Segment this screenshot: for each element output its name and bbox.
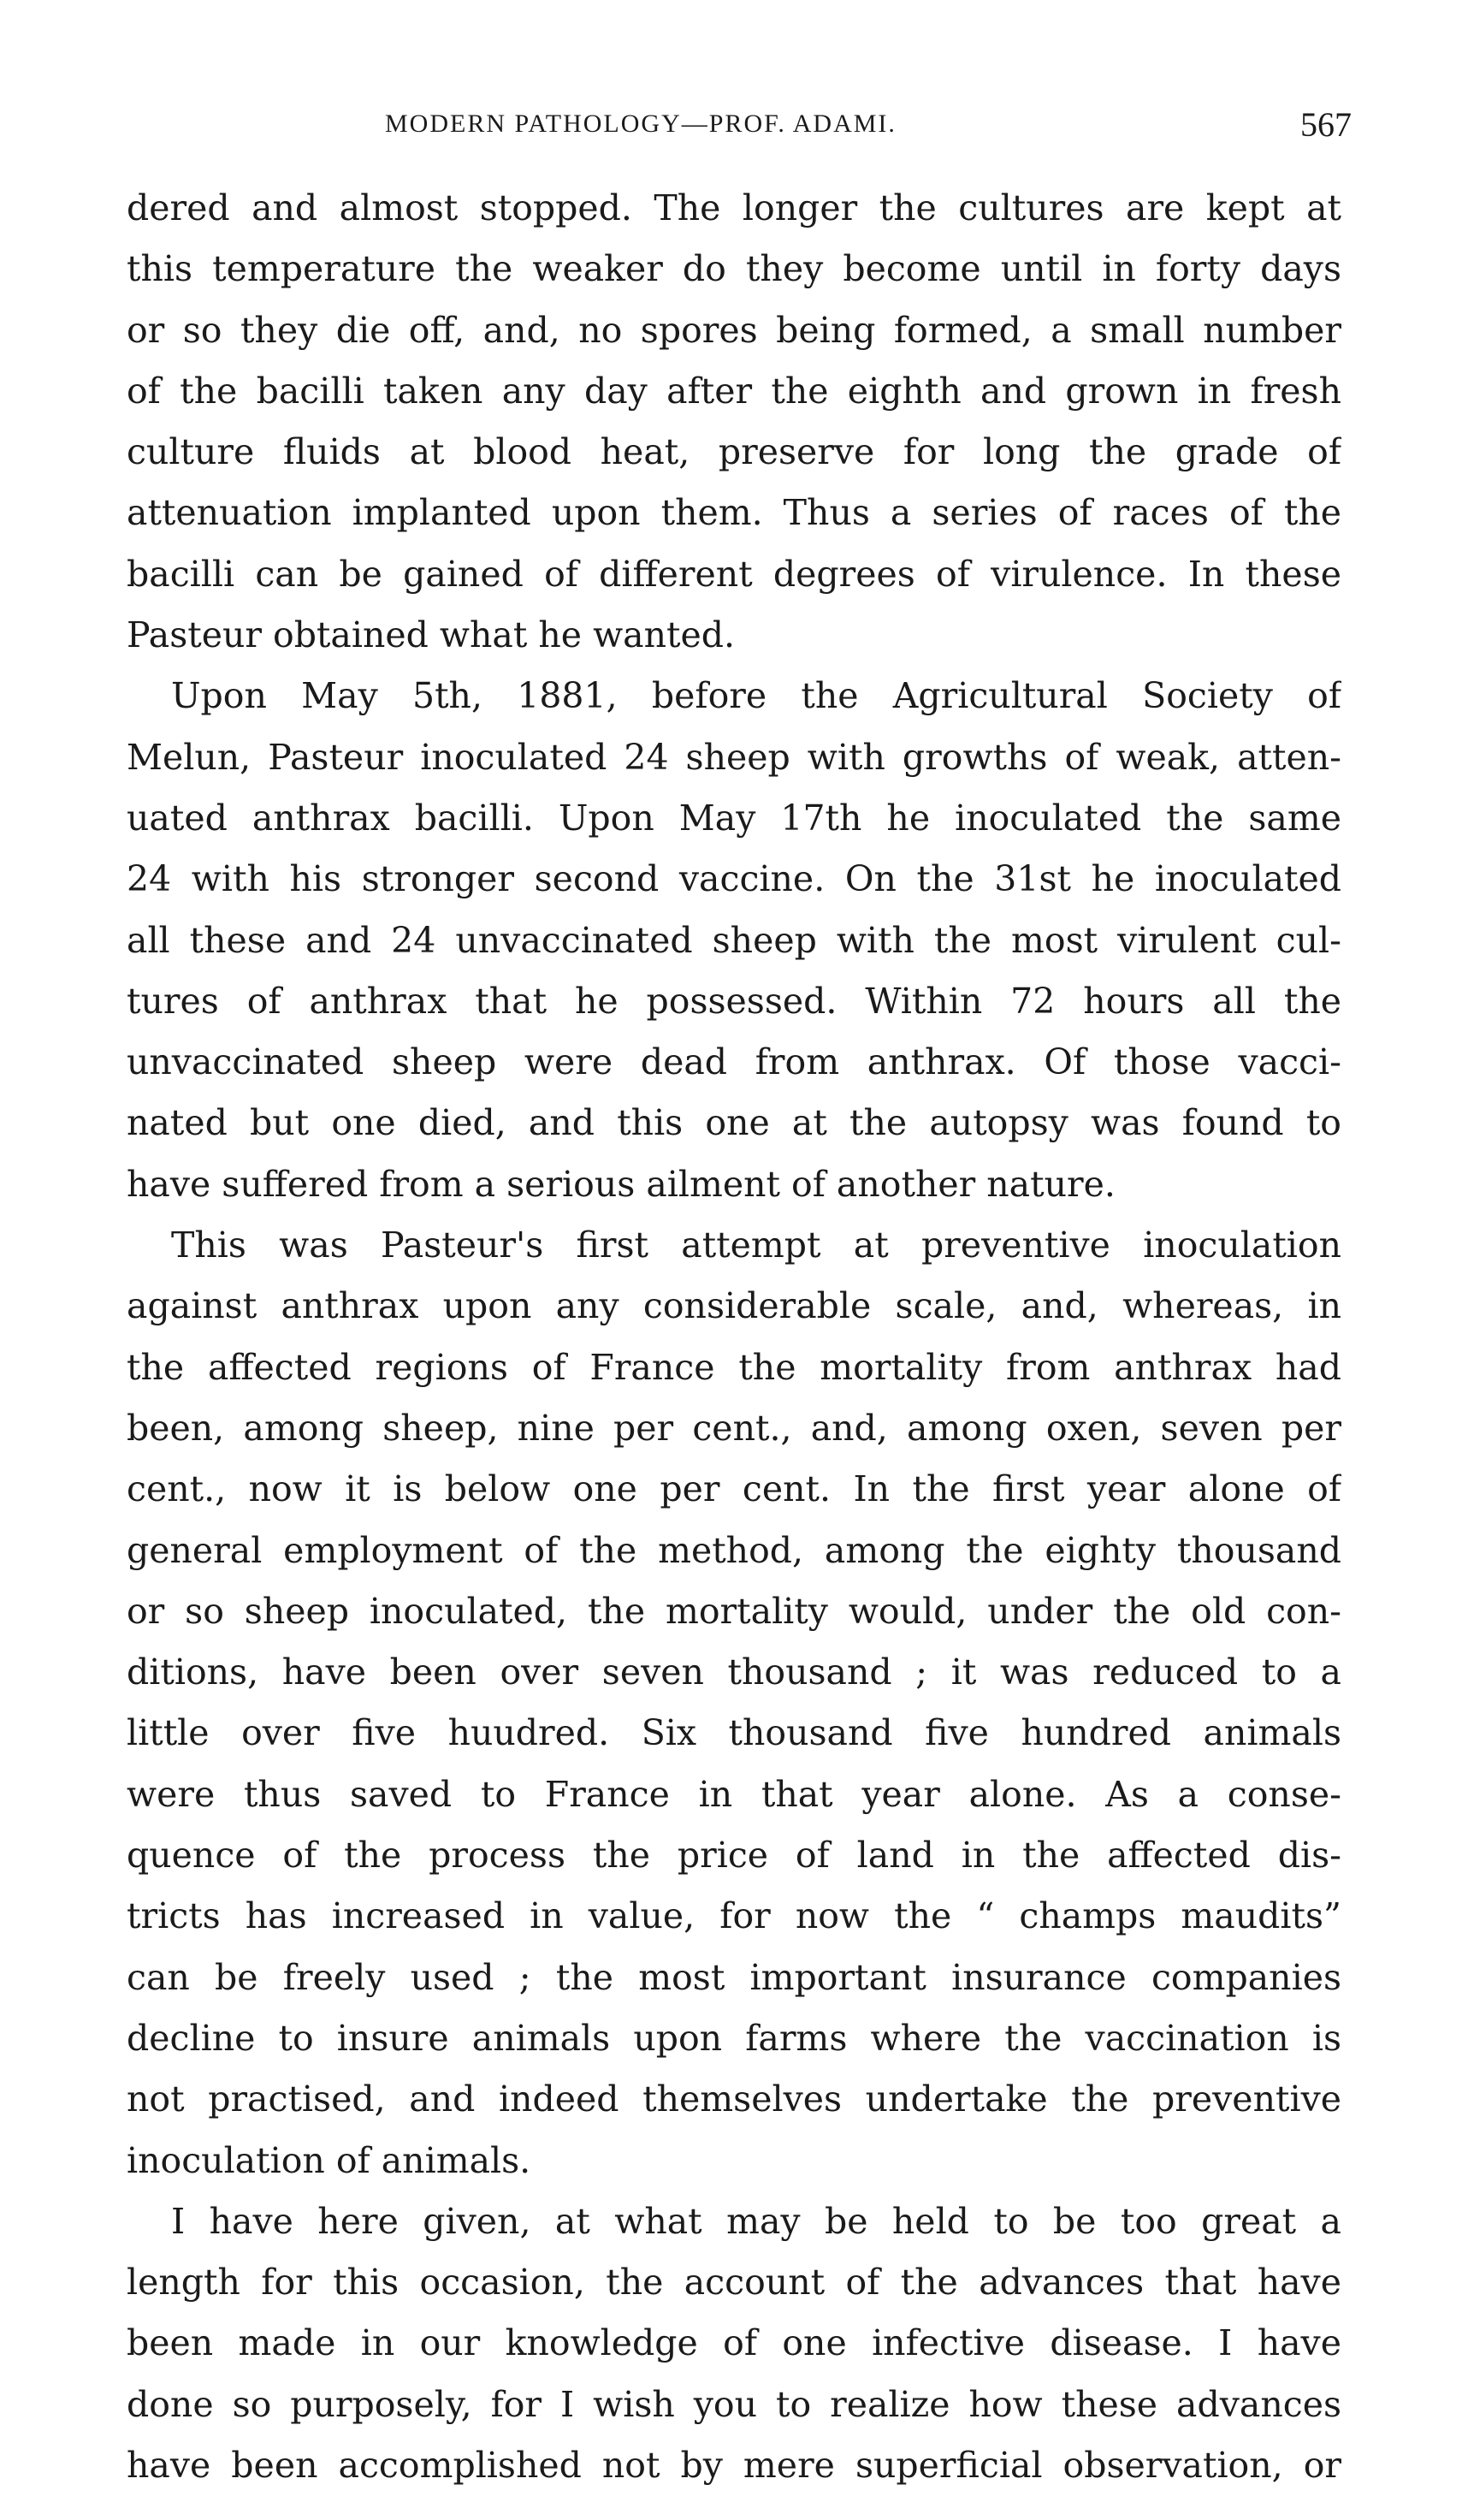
text-line: cent., now it is below one per cent. In the first year alone of: [127, 1468, 1341, 1510]
text-line: This was Pasteur's first attempt at preventive inoculation: [171, 1224, 1341, 1266]
text-line: inoculation of animals.: [127, 2139, 531, 2181]
text-line: ditions, have been over seven thousand ; it was reduced to a: [127, 1651, 1341, 1693]
text-line: have suffered from a serious ailment of another nature.: [127, 1163, 1116, 1205]
text-line: been, among sheep, nine per cent., and, among oxen, seven per: [127, 1407, 1341, 1449]
text-line: all these and 24 unvaccinated sheep with the most virulent cul-: [127, 919, 1341, 961]
text-line: or so sheep inoculated, the mortality would, under the old con-: [127, 1590, 1341, 1632]
book-page: [127, 105, 1352, 2496]
text-line: this temperature the weaker do they become until in forty days: [127, 248, 1341, 290]
text-line: bacilli can be gained of different degrees of virulence. In these: [127, 553, 1341, 595]
text-line: culture fluids at blood heat, preserve for long the grade of: [127, 431, 1341, 473]
text-line: done so purposely, for I wish you to realize how these advances: [127, 2383, 1341, 2425]
text-line: Pasteur obtained what he wanted.: [127, 614, 736, 656]
text-line: length for this occasion, the account of the advances that have: [127, 2262, 1341, 2304]
text-line: nated but one died, and this one at the autopsy was found to: [127, 1102, 1341, 1144]
text-line: tricts has increased in value, for now the “ champs maudits”: [127, 1895, 1341, 1937]
text-line: or so they die off, and, no spores being formed, a small number: [127, 309, 1341, 351]
text-line: Upon May 5th, 1881, before the Agricultural Society of: [171, 675, 1341, 717]
text-line: 24 with his stronger second vaccine. On the 31st he inoculated: [127, 858, 1341, 900]
text-line: tures of anthrax that he possessed. Within 72 hours all the: [127, 980, 1341, 1022]
text-line: unvaccinated sheep were dead from anthrax. Of those vacci-: [127, 1041, 1341, 1083]
paragraph-1: [127, 178, 1341, 666]
text-line: attenuation implanted upon them. Thus a series of races of the: [127, 492, 1341, 534]
text-line: were thus saved to France in that year alone. As a conse-: [127, 1773, 1341, 1815]
text-line: general employment of the method, among the eighty thousand: [127, 1529, 1341, 1571]
paragraph-2: [127, 666, 1341, 1215]
text-line: against anthrax upon any considerable scale, and, whereas, in: [127, 1285, 1341, 1327]
body-text: [127, 178, 1341, 2496]
running-head: [127, 105, 1352, 147]
text-line: I have here given, at what may be held to be too great a: [171, 2200, 1341, 2242]
text-line: been made in our knowledge of one infective disease. I have: [127, 2322, 1341, 2364]
paragraph-4: [127, 2191, 1341, 2496]
text-line: not practised, and indeed themselves undertake the preventive: [127, 2078, 1341, 2120]
page-number: 567: [1300, 105, 1352, 144]
running-title: MODERN PATHOLOGY—PROF. ADAMI.: [385, 110, 897, 138]
paragraph-3: [127, 1215, 1341, 2191]
text-line: quence of the process the price of land in the affected dis-: [127, 1835, 1341, 1877]
text-line: decline to insure animals upon farms where the vaccination is: [127, 2017, 1341, 2059]
text-line: the affected regions of France the mortality from anthrax had: [127, 1346, 1341, 1388]
text-line: of the bacilli taken any day after the eighth and grown in fresh: [127, 370, 1341, 412]
text-line: have been accomplished not by mere superficial observation, or: [127, 2444, 1341, 2486]
text-line: Melun, Pasteur inoculated 24 sheep with growths of weak, atten-: [127, 736, 1341, 778]
text-line: uated anthrax bacilli. Upon May 17th he inoculated the same: [127, 797, 1341, 839]
text-line: little over five huudred. Six thousand five hundred animals: [127, 1712, 1341, 1754]
text-line: can be freely used ; the most important insurance companies: [127, 1956, 1341, 1998]
text-line: dered and almost stopped. The longer the cultures are kept at: [127, 187, 1341, 228]
